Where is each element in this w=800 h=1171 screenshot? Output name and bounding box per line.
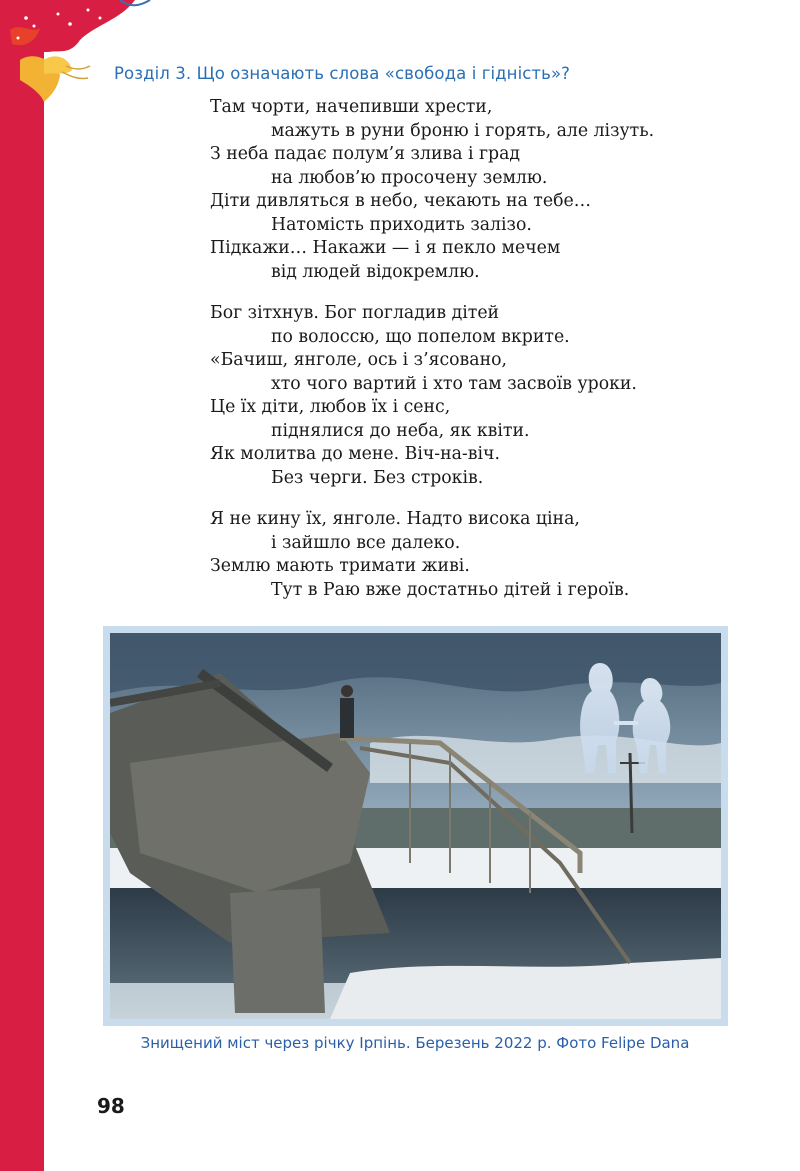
poem-line: піднялися до неба, як квіти. xyxy=(271,420,530,441)
corner-decoration xyxy=(0,0,160,110)
photo-frame xyxy=(103,626,728,1026)
poem-line: і зайшло все далеко. xyxy=(271,532,461,553)
poem-line: Бог зітхнув. Бог погладив дітей xyxy=(210,303,500,323)
poem-stanza xyxy=(210,302,710,490)
poem-line: Це їх діти, любов їх і сенс, xyxy=(210,397,451,417)
poem-line: Тут в Раю вже достатньо дітей і героїв. xyxy=(271,579,630,600)
photo-caption: Знищений міст через річку Ірпінь. Березень 2022 р. Фото Felipe Dana xyxy=(140,1034,690,1052)
poem-line: Без черги. Без строків. xyxy=(271,467,484,488)
poem-line: на любов’ю просочену землю. xyxy=(271,167,548,188)
poem-line: Я не кину їх, янголе. Надто висока ціна, xyxy=(210,509,580,529)
poem-line: З неба падає полум’я злива і град xyxy=(210,144,521,164)
side-color-bar xyxy=(0,0,44,1171)
poem-line: по волоссю, що попелом вкрите. xyxy=(271,326,570,347)
poem-stanza xyxy=(210,508,710,602)
poem-stanza xyxy=(210,96,710,284)
bridge-photo xyxy=(110,633,721,1019)
poem-line: «Бачиш, янголе, ось і з’ясовано, xyxy=(210,350,507,370)
poem-line: Підкажи… Накажи — і я пекло мечем xyxy=(210,238,561,258)
section-header: Розділ 3. Що означають слова «свобода і гідність»? xyxy=(114,64,571,83)
poem-line: хто чого вартий і хто там засвоїв уроки. xyxy=(271,373,637,394)
poem-line: мажуть в руни броню і горять, але лізуть. xyxy=(271,120,655,141)
page-number: 98 xyxy=(97,1094,125,1118)
poem-line: Там чорти, начепивши хрести, xyxy=(210,97,493,117)
poem-line: Землю мають тримати живі. xyxy=(210,556,470,576)
poem-line: від людей відокремлю. xyxy=(271,261,480,282)
poem xyxy=(210,96,710,620)
poem-line: Натомість приходить залізо. xyxy=(271,214,532,235)
poem-line: Діти дивляться в небо, чекають на тебе… xyxy=(210,191,591,211)
poem-line: Як молитва до мене. Віч-на-віч. xyxy=(210,444,500,464)
